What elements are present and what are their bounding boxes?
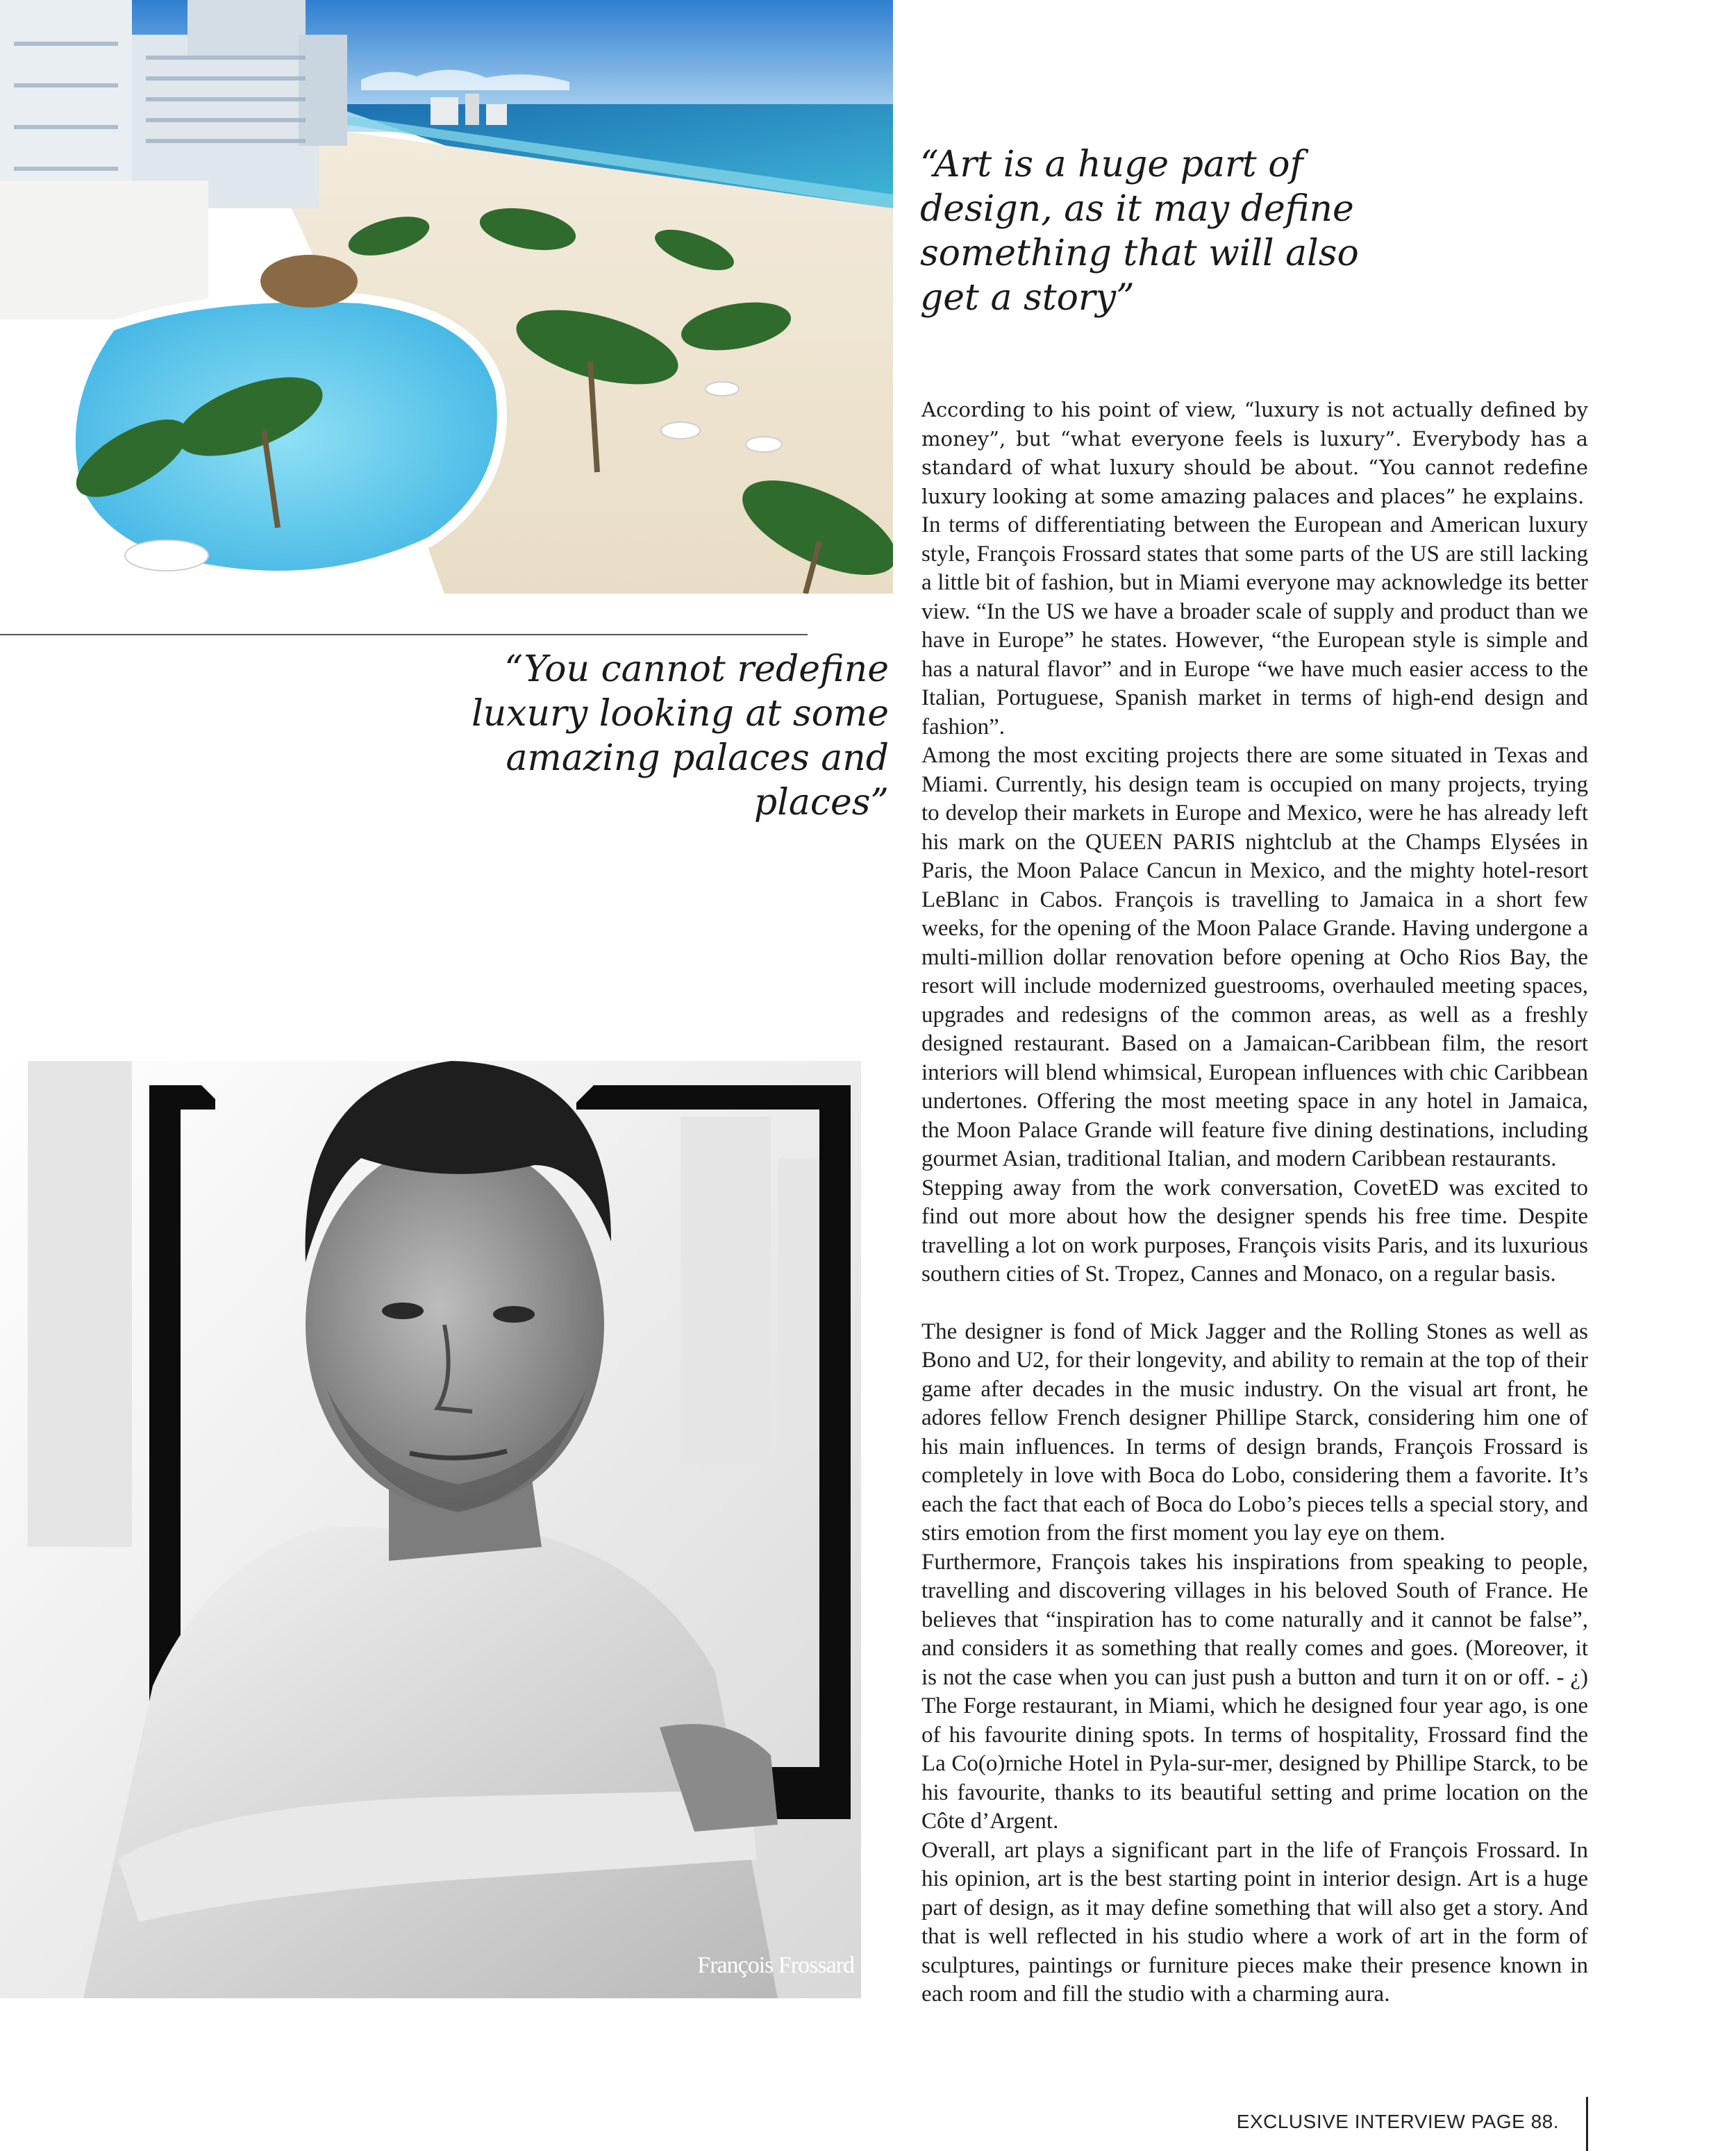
paragraph: The designer is fond of Mick Jagger and the Rolling Stones as well as Bono and U2, for their longevity, and ability to remain at the top of their game after decades in the music industry. On the visual art front, he adores fellow French designer Phillipe Starck, considering him one of his main influences. In terms of design brands, François Frossard is completely in love with Boca do Lobo, considering them a favorite. It’s each the fact that each of Boca do Lobo’s pieces tells a special story, and stirs emotion from the first moment you lay eye on them. [921,1319,1588,1546]
paragraph: Overall, art plays a significant part in the life of François Frossard. In his opinion, art is the best starting point in interior design. Art is a huge part of design, as it may define something that will also get a story. And that is well reflected in his studio where a work of art in the form of sculptures, paintings or furniture pieces make their presence known in each room and fill the studio with a charming aura. [921,1837,1588,2007]
paragraph: Among the most exciting projects there are some situated in Texas and Miami. Currently, his design team is occupied on many projects, trying to develop their markets in Europe and Mexico, were he has already left his mark on the QUEEN PARIS nightclub at the Champs Elysées in Paris, the Moon Palace Cancun in Mexico, and the mighty hotel-resort LeBlanc in Cabos. François is travelling to Jamaica in a short few weeks, for the opening of the Moon Palace Grande. Having undergone a multi-million dollar renovation before opening at Ocho Rios Bay, the resort will include modernized guestrooms, overhauled meeting spaces, upgrades and redesigns of the common areas, as well as a freshly designed restaurant. Based on a Jamaican-Caribbean film, the resort interiors will blend whimsical, European influences with chic Caribbean undertones. Offering the most meeting space in any hotel in Jamaica, the Moon Palace Grande will feature five dining destinations, including gourmet Asian, traditional Italian, and modern Caribbean restaurants. [921,743,1588,1171]
paragraph: Stepping away from the work conversation, CovetED was excited to find out more about how the designer spends his free time. Despite travelling a lot on work purposes, François visits Paris, and its luxurious southern cities of St. Tropez, Cannes and Monaco, on a regular basis. [921,1175,1588,1287]
pull-quote-top: “Art is a huge part of design, as it may define something that will also get a story” [920,144,1359,319]
paragraph: According to his point of view, “luxury is not actually defined by money”, but “what everyone feels is luxury”. Everybody has a standard of what luxury should be about. “You cannot redefine luxury looking at some amazing palaces and places” he explains. [921,398,1588,508]
article-body [921,396,1588,2009]
resort-photo [0,0,893,594]
portrait-caption: François Frossard [697,1952,854,1978]
portrait-photo [0,936,861,1998]
page-footer-label: EXCLUSIVE INTERVIEW PAGE 88. [1236,2111,1559,2132]
paragraph: Furthermore, François takes his inspirations from speaking to people, travelling and discovering villages in his beloved South of France. He believes that “inspiration has to come naturally and it cannot be false”, and considers it as something that really comes and goes. (Moreover, it is not the case when you can just push a button and turn it on or off. - ¿) The Forge restaurant, in Miami, which he designed four year ago, is one of his favourite dining spots. In terms of hospitality, Frossard find the La Co(o)rniche Hotel in Pyla-sur-mer, designed by Phillipe Starck, to be his favourite, thanks to its beautiful setting and prime location on the Côte d’Argent. [921,1549,1588,1834]
paragraph: In terms of differentiating between the European and American luxury style, François Frossard states that some parts of the US are still lacking a little bit of fashion, but in Miami everyone may acknowledge its better view. “In the US we have a broader scale of supply and product than we have in Europe” he states. However, “the European style is simple and has a natural flavor” and in Europe “we have much easier access to the Italian, Portuguese, Spanish market in terms of high-end design and fashion”. [921,512,1588,739]
footer-rule [1586,2097,1588,2151]
pull-quote-left: “You cannot redefine luxury looking at some amazing palaces and places” [471,648,889,823]
section-divider [0,634,808,635]
